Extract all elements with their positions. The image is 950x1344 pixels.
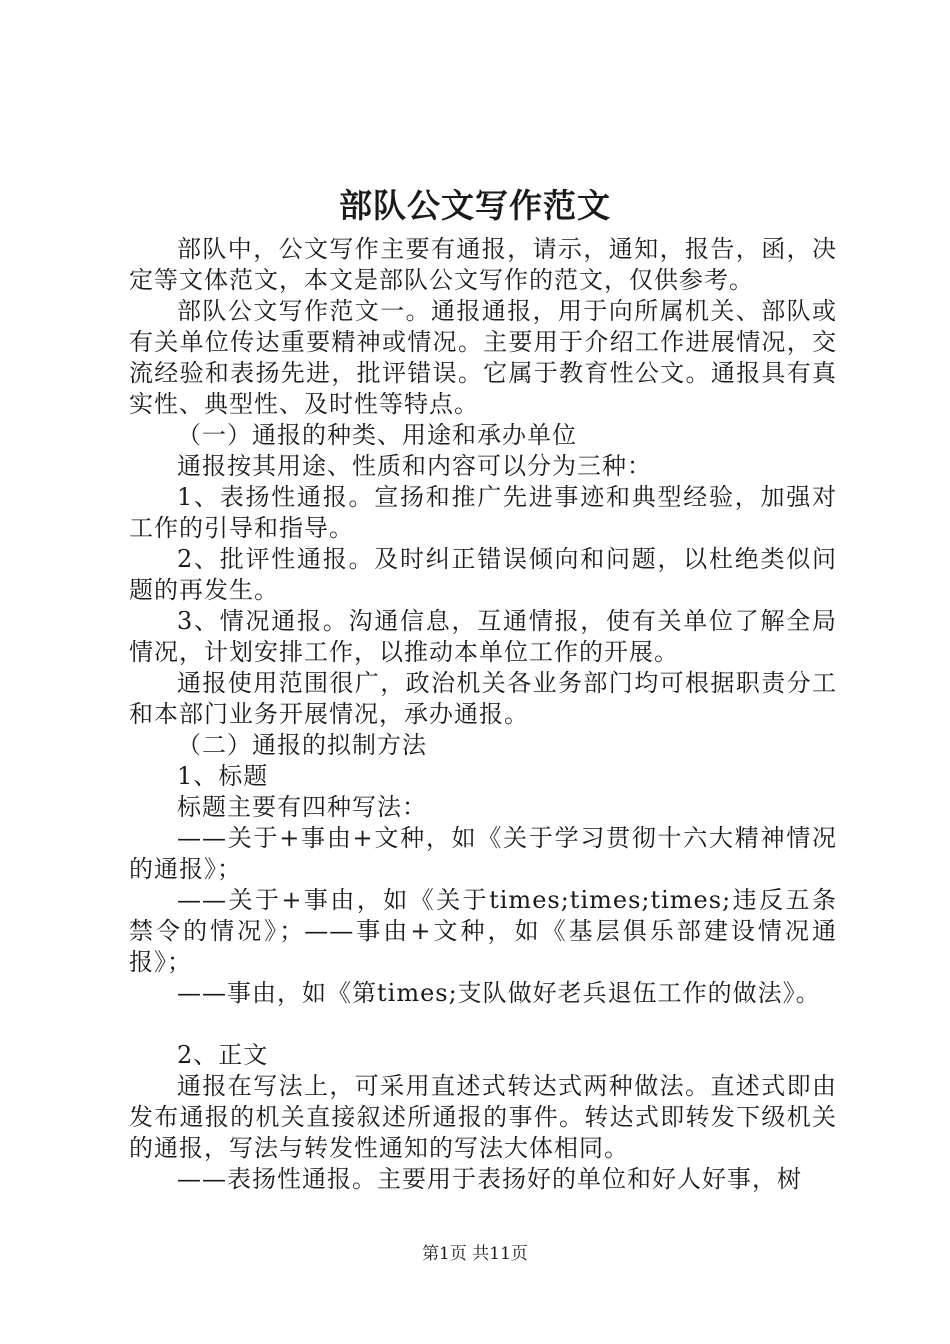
- document-body: [129, 234, 837, 1195]
- paragraph: 通报使用范围很广，政治机关各业务部门均可根据职责分工和本部门业务开展情况，承办通报。: [129, 669, 837, 728]
- paragraph: 部队中，公文写作主要有通报，请示，通知，报告，函，决定等文体范文，本文是部队公文写作的范文，仅供参考。: [129, 235, 837, 294]
- paragraph: 通报按其用途、性质和内容可以分为三种：: [177, 452, 652, 480]
- section-heading: （二）通报的拟制方法: [177, 731, 427, 759]
- list-item: ——关于+事由+文种，如《关于学习贯彻十六大精神情况的通报》；: [129, 824, 837, 883]
- subheading: 2、正文: [177, 1041, 269, 1069]
- paragraph: 标题主要有四种写法：: [177, 793, 427, 821]
- paragraph: 通报在写法上，可采用直述式转达式两种做法。直述式即由发布通报的机关直接叙述所通报的事件。转达式即转发下级机关的通报，写法与转发性通知的写法大体相同。: [129, 1072, 837, 1162]
- list-item: 1、表扬性通报。宣扬和推广先进事迹和典型经验，加强对工作的引导和指导。: [129, 483, 837, 542]
- list-item: 3、情况通报。沟通信息，互通情报，使有关单位了解全局情况，计划安排工作，以推动本单位工作的开展。: [129, 607, 837, 666]
- paragraph: 部队公文写作范文一。通报通报，用于向所属机关、部队或有关单位传达重要精神或情况。主要用于介绍工作进展情况，交流经验和表扬先进，批评错误。它属于教育性公文。通报具有真实性、典型性、及时性等特点。: [129, 297, 837, 418]
- page-number: 第1页 共11页: [422, 1244, 528, 1264]
- list-item: 2、批评性通报。及时纠正错误倾向和问题，以杜绝类似问题的再发生。: [129, 545, 837, 604]
- subheading: 1、标题: [177, 762, 269, 790]
- list-item: ——事由，如《第times;支队做好老兵退伍工作的做法》。: [177, 979, 821, 1007]
- list-item: ——关于+事由，如《关于times;times;times;违反五条禁令的情况》；——事由+文种，如《基层俱乐部建设情况通报》；: [129, 886, 837, 976]
- section-heading: （一）通报的种类、用途和承办单位: [177, 421, 577, 449]
- document-title: 部队公文写作范文: [339, 186, 611, 225]
- paragraph: ——表扬性通报。主要用于表扬好的单位和好人好事，树: [177, 1165, 802, 1193]
